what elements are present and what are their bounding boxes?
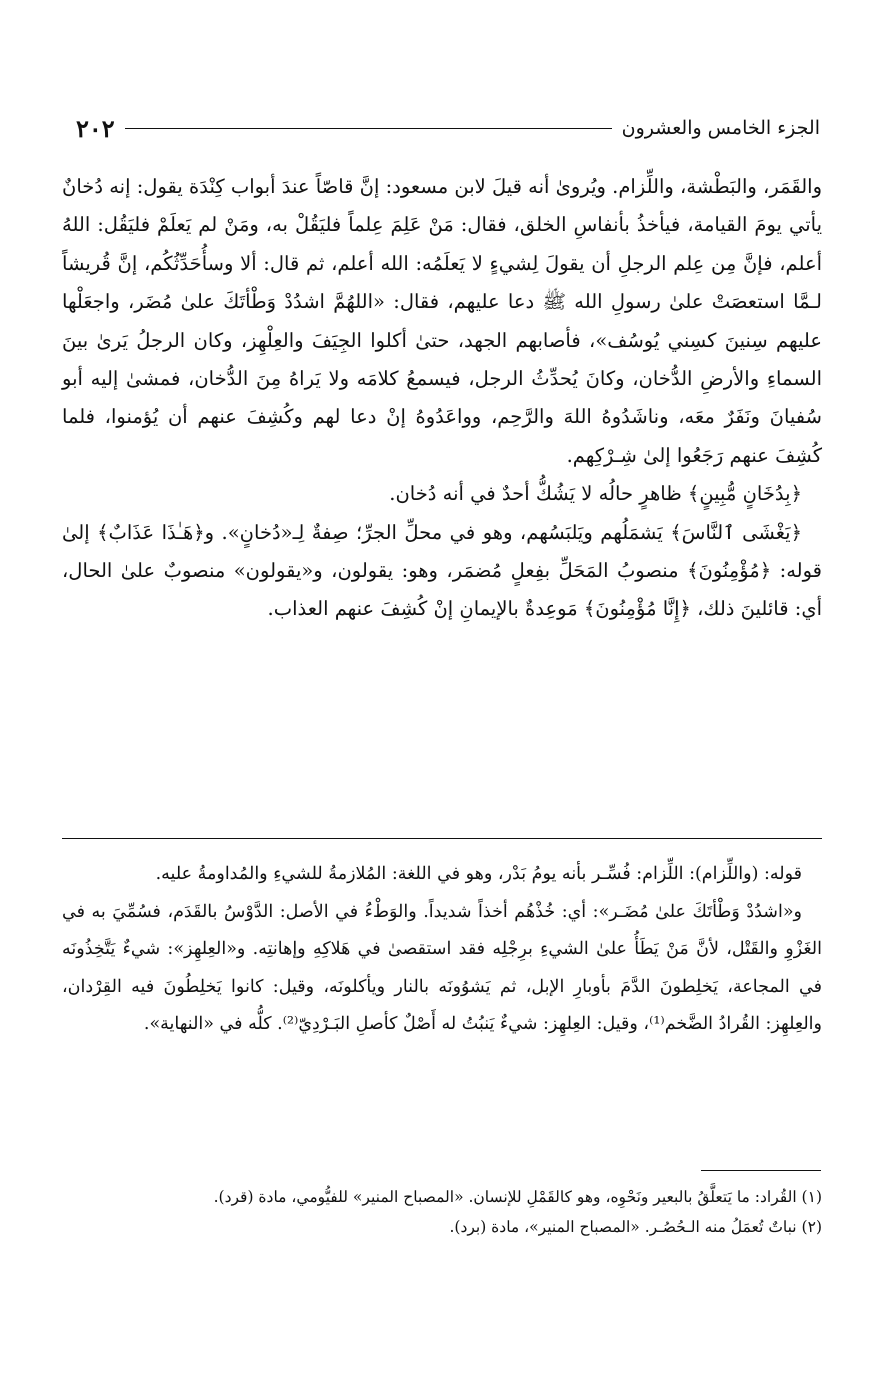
- page-header: [64, 108, 820, 148]
- commentary-section: [62, 856, 822, 1044]
- running-title: الجزء الخامس والعشرون: [621, 117, 820, 139]
- main-paragraph: والقَمَر، والبَطْشة، واللِّزام. ويُروىٰ أنه قيلَ لابن مسعود: إنَّ قاصّاً عندَ أبواب كِنْدَة يقول: إنه دُخانٌ يأتي يومَ القيامة، فيأخذُ بأنفاسِ الخلق، فقال: مَنْ عَلِمَ عِلماً فليَقُلْ به، ومَنْ لم يَعلَمْ فليَقُل: اللهُ أعلم، فإنَّ مِن عِلم الرجلِ أن يقولَ لِشيءٍ لا يَعلَمُه: الله أعلم، ثم قال: ألا وسأُحَدِّثُكُم، إنَّ قُريشاً لـمَّا استعصَتْ علىٰ رسولِ الله ﷺ دعا عليهم، فقال: «اللهُمَّ اشدُدْ وَطْأتَكَ علىٰ مُضَر، واجعَلْها عليهم سِنينَ كسِني يُوسُف»، فأصابهم الجهد، حتىٰ أكلوا الجِيَفَ والعِلْهِز، وكان الرجلُ يَرىٰ بينَ السماءِ والأرضِ الدُّخان، وكانَ يُحدِّثُ الرجل، فيسمعُ كلامَه ولا يَراهُ مِنَ الدُّخان، فمشىٰ إليه أبو سُفيانَ ونَفَرٌ معَه، وناشَدُوهُ اللهَ والرَّحِم، وواعَدُوهُ إنْ دعا لهم وكُشِفَ عنهم أن يُؤمنوا، فلما كُشِفَ عنهم رَجَعُوا إلىٰ شِـرْكِهم.: [62, 175, 822, 467]
- footnote-divider: [701, 1170, 821, 1171]
- footnotes-section: [62, 1182, 822, 1242]
- commentary-paragraph: قوله: (واللِّزام): اللِّزام: فُسِّـر بأنه يومُ بَدْر، وهو في اللغة: المُلازمةُ للشيءِ والمُداومةُ عليه.: [155, 864, 802, 884]
- main-paragraph: ﴿يَغْشَى ٱلنَّاسَ﴾ يَشمَلُهم ويَلبَسُهم، وهو في محلِّ الجرِّ؛ صِفةٌ لِـ«دُخانٍ». و﴿هَـٰذَا عَذَابٌ﴾ إلىٰ قوله: ﴿مُؤْمِنُونَ﴾ منصوبُ المَحَلِّ بفِعلٍ مُضمَر، وهو: يقولون، و«يقولون» منصوبٌ علىٰ الحال، أي: قائلينَ ذلك، ﴿إِنَّا مُؤْمِنُونَ﴾ مَوعِدةٌ بالإيمانِ إنْ كُشِفَ عنهم العذاب.: [62, 520, 822, 621]
- commentary-divider: [62, 838, 822, 839]
- page-number: ٢٠٢: [76, 113, 115, 143]
- footnote: (٢) نباتٌ تُعمَلُ منه الـحُصُـر. «المصباح المنير»، مادة (برد).: [449, 1218, 822, 1236]
- main-paragraph: ﴿بِدُخَانٍ مُّبِينٍ﴾ ظاهرٍ حالُه لا يَشُكُّ أحدٌ في أنه دُخان.: [389, 482, 802, 506]
- main-text: [62, 168, 822, 629]
- header-rule: [125, 128, 612, 129]
- commentary-paragraph: و«اشدُدْ وَطْأتَكَ علىٰ مُضَـر»: أي: خُذْهُم أخذاً شديداً. والوَطْءُ في الأصل: الدَّوْسُ بالقَدَم، فسُمِّيَ به في الغَزْوِ والقَتْل، لأنَّ مَنْ يَطَأُ علىٰ الشيءِ برِجْلِه فقد استقصىٰ في هَلاكِهِ وإهانتِه. و«العِلهِز»: شيءٌ يَتَّخِذُونَه في المجاعة، يَخلِطونَ الدَّمَ بأوبارِ الإبل، ثم يَشوُونَه بالنار ويأكلونَه، وقيل: كانوا يَخلِطُونَ فيه القِرْدان، والعِلهِز: القُرادُ الضَّخم⁽¹⁾، وقيل: العِلهِز: شيءٌ يَنبُتُ له أَصْلٌ كأصلِ البَـرْدِيّ⁽²⁾. كلُّه في «النهاية».: [62, 901, 822, 1034]
- footnote: (١) القُراد: ما يَتعلَّقُ بالبعير ونَحْوِه، وهو كالقَمْلِ للإنسان. «المصباح المنير» للفيُّومي، مادة (قرد).: [213, 1188, 822, 1206]
